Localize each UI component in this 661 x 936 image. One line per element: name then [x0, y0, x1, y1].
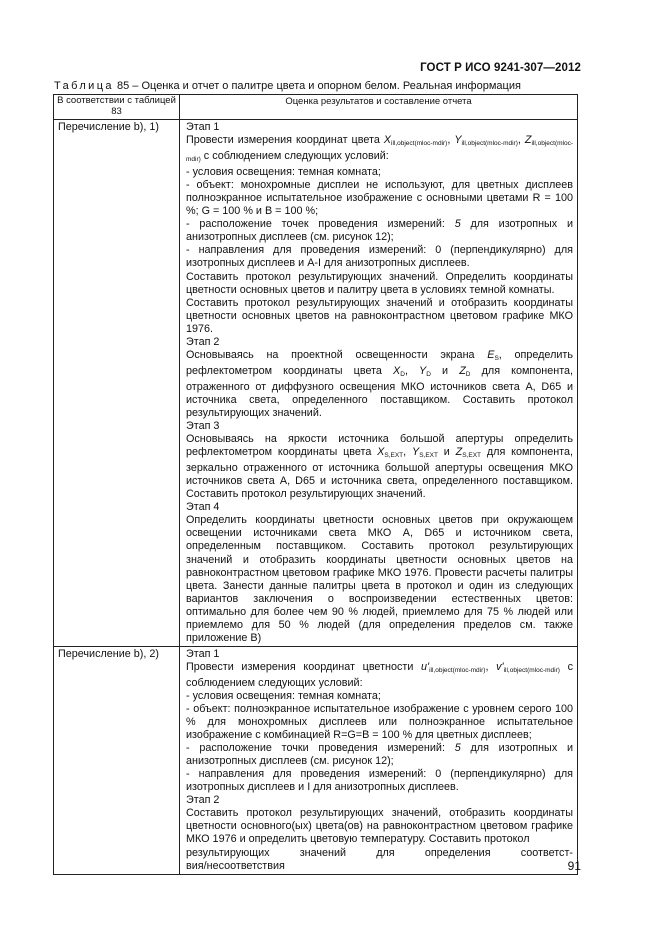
measurement-instruction: Провести измерения координат цвета $X_{ill,object(mloc-mdir)}$, $Y_{ill,object(mloc-mdir)}$, $Z_{ill,object(mloc-mdir)}$ с соблюдением следующих условий: — [186, 134, 574, 164]
stage-text: Основываясь на проектной освещенности экрана $E_S$, определить рефлектометром координаты цвета $X_D$, $Y_D$ и $Z_D$ для компонента, отраженного от диффузного освещения МКО источников света A, D65 и источника света, определенного поставщиком. Составить протокол результирующих значений. — [186, 348, 574, 419]
row-content — [180, 646, 578, 874]
row-content — [180, 120, 578, 647]
report-instruction: Составить протокол результирующих значений и отобразить координаты цветности основных цветов на равноконтрастном цветовом графике МКО 1976. — [186, 296, 573, 335]
table-header-row — [54, 95, 578, 120]
condition-lighting: - условия освещения: темная комната; — [186, 689, 381, 702]
column-header-evaluation: Оценка результатов и составление отчета — [180, 95, 578, 120]
column-header-reference: В соответствии с таблицей 83 — [54, 95, 180, 120]
stage-text: Основываясь на яркости источника большой апертуры определить рефлектометром координаты цвета $X_{S,EXT}$, $Y_{S,EXT}$ и $Z_{S,EXT}$ для компонента, зеркально отраженного от источника большой апертуры освещения МКО источников света A, D65 и источника света, определенного поставщиком. Составить протокол результирующих значений. — [186, 433, 573, 501]
stage-title: Этап 2 — [186, 335, 220, 348]
standard-designation: ГОСТ Р ИСО 9241-307—2012 — [420, 62, 581, 74]
condition-object: - объект: полноэкранное испытательное изображение с уровнем серого 100 % для монохромных дисплеев или полноэкранное испытательное изображение с комбинацией R=G=B = 100 % для цветных дисплеев; — [186, 703, 573, 742]
stage-text: вия/несоответствия — [186, 859, 285, 872]
report-instruction: Составить протокол результирующих значений. Определить координаты цветности основных цветов и палитру цвета в условиях темной комнаты. — [186, 270, 573, 296]
condition-directions: - направления для проведения измерений: 0 (перпендикулярно) для изотропных дисплеев и I для анизотропных дисплеев. — [186, 768, 573, 794]
condition-directions: - направления для проведения измерений: 0 (перпендикулярно) для изотропных дисплеев и A-I для анизотропных дисплеев. — [186, 244, 573, 270]
stage-text: Определить координаты цветности основных цветов при окружающем освещении источниками света МКО A, D65 и источником света, определенным поставщиком. Составить протокол результирующих значений и отобразить координаты цветности основных цветов на равноконтрастном цветовом графике МКО 1976. Провести расчеты палитры цвета. Занести данные палитры цвета в протокол и один из следующих вариантов заключения о воспроизведении естественных цветов: оптимально для более чем 90 % людей, приемлемо для 75 % людей или приемлемо для 50 % людей (для определения пределов см. также приложение B) — [186, 514, 573, 644]
measurement-instruction: Провести измерения координат цветности $u'_{ill,object(mloc-mdir)}$, $v'_{ill,object(mloc-mdir)}$ с соблюдением следующих условий: — [186, 660, 573, 689]
stage-title: Этап 2 — [186, 794, 220, 807]
table-caption — [54, 80, 521, 92]
stage-title: Этап 3 — [186, 420, 220, 433]
table-caption-prefix: Таблица — [54, 80, 114, 92]
evaluation-table — [53, 94, 578, 875]
row-label: Перечисление b), 1) — [54, 120, 180, 647]
condition-points: - расположение точки проведения измерений: 5 для изотропных и анизотропных дисплеев (см. рисунок 12); — [186, 742, 573, 768]
page-number: 91 — [567, 859, 581, 873]
table-caption-text: 85 – Оценка и отчет о палитре цвета и опорном белом. Реальная информация — [113, 80, 521, 92]
condition-object: - объект: монохромные дисплеи не используют, для цветных дисплеев полноэкранное испытательное изображение с основными цветами R = 100 %; G = 100 % и B = 100 %; — [186, 179, 573, 218]
stage-text: результирующих значений для определения соответст- — [186, 846, 573, 859]
stage-text: Составить протокол результирующих значений, отобразить координаты цветности основного(ых) цвета(ов) на равноконтрастном цветовом графике МКО 1976 и определить цветовую температуру. Составить протокол — [186, 807, 573, 846]
table-row — [54, 646, 578, 874]
condition-lighting: - условия освещения: темная комната; — [186, 166, 381, 179]
stage-title: Этап 4 — [186, 501, 220, 514]
table-row — [54, 120, 578, 647]
row-label: Перечисление b), 2) — [54, 646, 180, 874]
condition-points: - расположение точек проведения измерений: 5 для изотропных и анизотропных дисплеев (см. рисунок 12); — [186, 218, 573, 244]
stage-title: Этап 1 — [186, 647, 220, 660]
stage-title: Этап 1 — [186, 121, 220, 133]
